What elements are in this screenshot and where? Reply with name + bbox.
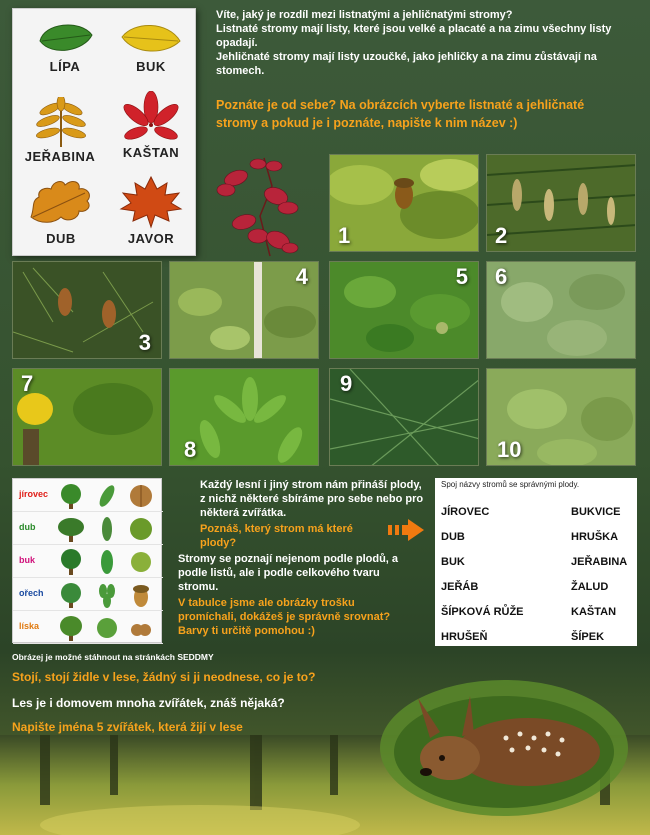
match-left-item: BUK bbox=[441, 556, 465, 568]
match-left-item: DUB bbox=[441, 531, 465, 543]
intro-text bbox=[216, 8, 636, 78]
leaf-lipa: LÍPA bbox=[25, 19, 105, 77]
tree-icon bbox=[57, 482, 85, 510]
leaf-dub: DUB bbox=[21, 173, 101, 231]
shape-paragraph: Stromy se poznají nejenom podle plodů, a podle listů, ale i podle celkového tvaru stromu. bbox=[178, 553, 399, 593]
walnut-icon bbox=[127, 482, 155, 510]
match-right-item: HRUŠKA bbox=[571, 531, 619, 543]
leaf-kastan: KAŠTAN bbox=[111, 91, 191, 149]
linden-photo-icon bbox=[487, 262, 636, 359]
fruit-row-jirovec: jírovec bbox=[13, 479, 163, 512]
hazelnut-icon bbox=[127, 614, 155, 642]
tree-photo-6: 6 bbox=[486, 261, 636, 359]
fawn-image bbox=[378, 668, 630, 818]
tree-icon bbox=[57, 515, 85, 543]
tree-photo-4: 4 bbox=[169, 261, 319, 359]
leaf-card bbox=[12, 8, 196, 256]
intro-line-1: Víte, jaký je rozdíl mezi listnatými a jehličnatými stromy? bbox=[216, 9, 513, 21]
sort-question: V tabulce jsme ale obrázky trošku promíchali, dokážeš je správně srovnat? Barvy ti určitě pomohou :) bbox=[178, 597, 391, 637]
rowan-leaf-icon bbox=[26, 97, 96, 149]
leaf-icon bbox=[93, 548, 121, 576]
linden-leaf-icon bbox=[34, 19, 96, 59]
tree-photo-5: 5 bbox=[329, 261, 479, 359]
beech-leaf-icon bbox=[118, 19, 184, 59]
match-left-item: HRUŠEŇ bbox=[441, 631, 488, 643]
tree-photo-8: 8 bbox=[169, 368, 319, 466]
chestnut-leaf-icon bbox=[116, 91, 186, 149]
tree-photo-1: 1 bbox=[329, 154, 479, 252]
oak-leaf-icon bbox=[93, 515, 121, 543]
tree-icon bbox=[57, 548, 85, 576]
fruit-row-orech: ořech bbox=[13, 578, 163, 611]
red-leaves-icon bbox=[214, 156, 304, 260]
oak-acorn-photo-icon bbox=[330, 155, 479, 252]
chestnut-icon bbox=[127, 515, 155, 543]
spruce-cones-photo-icon bbox=[487, 155, 636, 252]
intro-line-2: Listnaté stromy mají listy, které jsou velké a placaté a na zimu všechny listy opadají. bbox=[216, 23, 612, 49]
acorn-icon bbox=[127, 581, 155, 609]
arrow-right-icon bbox=[388, 519, 424, 541]
match-right-item: ŠÍPEK bbox=[571, 631, 605, 643]
leaf-jerabina: JEŘABINA bbox=[21, 97, 101, 155]
animals-question: Les je i domovem mnoha zvířátek, znáš nějaká? bbox=[12, 696, 285, 710]
leaf-javor: JAVOR bbox=[111, 173, 191, 231]
tree-icon bbox=[57, 581, 85, 609]
tree-icon bbox=[57, 614, 85, 642]
fruit-grid bbox=[12, 478, 162, 643]
tree-photo-7: 7 bbox=[12, 368, 162, 466]
oak-leaf-icon bbox=[23, 173, 99, 229]
tree-photo-9: 9 bbox=[329, 368, 479, 466]
match-right-item: BUKVICE bbox=[571, 506, 621, 518]
match-left-item: ŠÍPKOVÁ RŮŽE bbox=[441, 606, 524, 618]
intro-line-3: Jehličnaté stromy mají listy uzoučké, jako jehličky a na zimu zůstávají na stomech. bbox=[216, 51, 597, 77]
fruit-row-liska: líska bbox=[13, 611, 163, 644]
fruit-row-buk: buk bbox=[13, 545, 163, 578]
tree-photo-10: 10 bbox=[486, 368, 636, 466]
riddle-question: Stojí, stojí židle v lese, žádný si ji neodnese, co je to? bbox=[12, 670, 316, 684]
maple-leaf-icon bbox=[115, 173, 187, 229]
leaf-buk: BUK bbox=[111, 19, 191, 77]
match-right-item: KAŠTAN bbox=[571, 606, 617, 618]
fir-photo-icon bbox=[330, 369, 479, 466]
download-note: Obrázej je možné stáhnout na stránkách SEDDMY bbox=[12, 652, 214, 662]
identify-question: Poznáte je od sebe? Na obrázcích vyberte listnaté a jehličnaté stromy a pokud je i poznáte, napište k nim název :) bbox=[216, 98, 585, 130]
matching-title: Spoj názvy stromů se správnými plody. bbox=[441, 480, 580, 489]
maple-photo-icon bbox=[13, 369, 162, 466]
spiky-fruit-icon bbox=[127, 548, 155, 576]
fruit-row-dub: dub bbox=[13, 512, 163, 545]
match-right-item: ŽALUD bbox=[571, 581, 609, 593]
tree-photo-2: 2 bbox=[486, 154, 636, 252]
match-left-item: JEŘÁB bbox=[441, 581, 479, 593]
animals-task: Napište jména 5 zvířátek, která žijí v lese bbox=[12, 720, 243, 734]
leaf-icon bbox=[93, 482, 121, 510]
compound-leaf-icon bbox=[93, 581, 121, 609]
match-right-item: JEŘABINA bbox=[571, 556, 628, 568]
fruits-paragraph: Každý lesní i jiný strom nám přináší plody, z nichž některé sbíráme pro sebe nebo pro některá zvířátka. bbox=[200, 479, 424, 519]
round-leaf-icon bbox=[93, 614, 121, 642]
matching-panel bbox=[435, 478, 637, 646]
fruits-question: Poznáš, který strom má které plody? bbox=[200, 523, 353, 549]
tree-photo-3: 3 bbox=[12, 261, 162, 359]
match-left-item: JÍROVEC bbox=[441, 506, 490, 518]
